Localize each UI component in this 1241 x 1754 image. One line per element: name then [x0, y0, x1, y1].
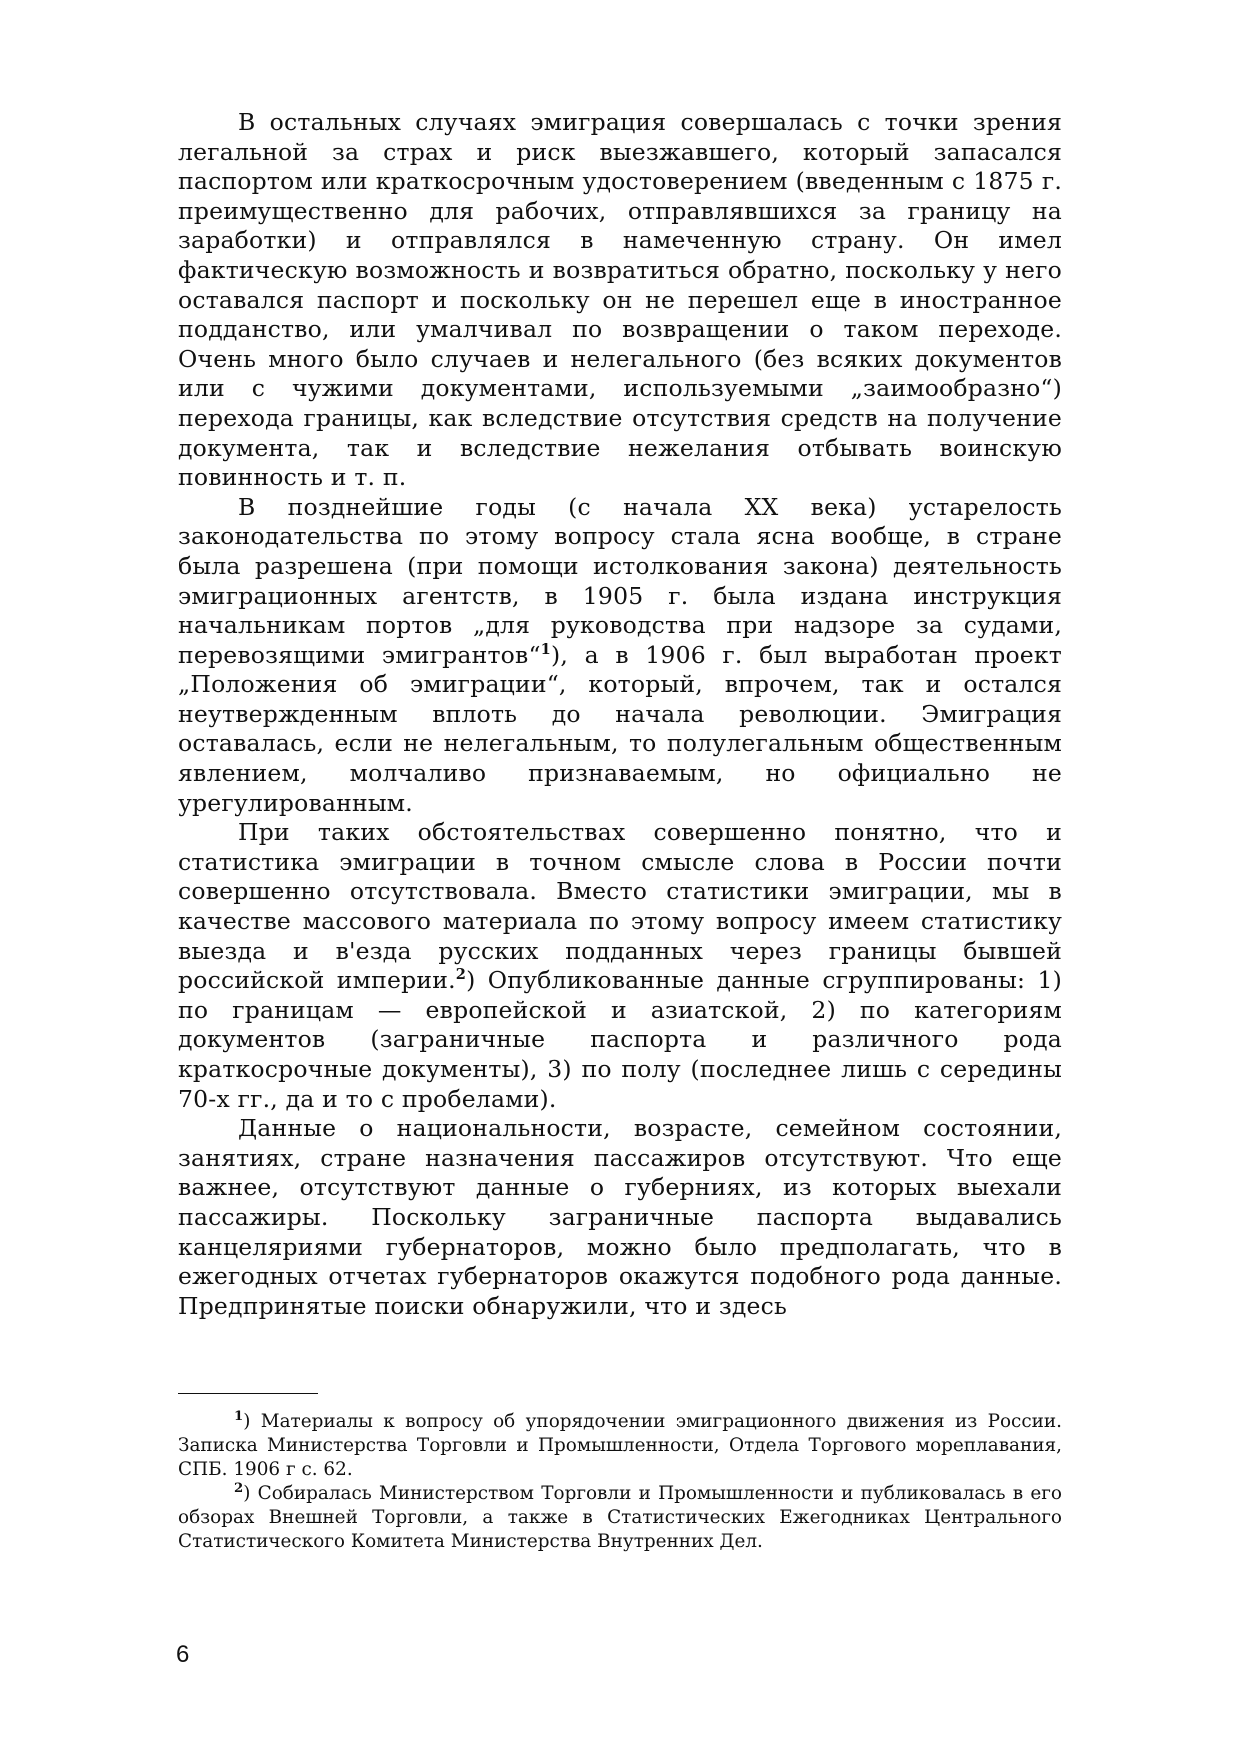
paragraph-3	[178, 818, 1062, 1114]
footnote-1-mark: 1	[234, 1408, 244, 1424]
paragraph-1: В остальных случаях эмиграция совершалась с точки зрения легальной за страх и риск выезжавшего, который запасался паспортом или краткосрочным удостоверением (введенным с 1875 г. преимущественно для рабочих, отправлявшихся за границу на заработки) и отправлялся в намеченную страну. Он имел фактическую возможность и возвратиться обратно, поскольку у него оставался паспорт и поскольку он не перешел еще в иностранное подданство, или умалчивал по возвращении о таком переходе. Очень много было случаев и нелегального (без всяких документов или с чужими документами, используемыми „заимообразно“) перехода границы, как вследствие отсутствия средств на получение документа, так и вследствие нежелания отбывать воинскую повинность и т. п.	[178, 108, 1062, 492]
paragraph-3-part-2: ) Опубликованные данные сгруппированы: 1) по границам — европейской и азиатской, 2) по категориям документов (заграничные паспорта и различного рода краткосрочные документы), 3) по полу (последнее лишь с середины 70-х гг., да и то с пробелами).	[178, 966, 1062, 1113]
footnote-2-mark: 2	[234, 1480, 244, 1496]
footnote-1	[178, 1410, 1062, 1482]
page-number: 6	[176, 1641, 190, 1668]
footnotes	[178, 1410, 1062, 1554]
footnote-2	[178, 1482, 1062, 1554]
paragraph-3-part-1: При таких обстоятельствах совершенно понятно, что и статистика эмиграции в точном смысле слова в России почти совершенно отсутствовала. Вместо статистики эмиграции, мы в качестве массового материала по этому вопросу имеем статистику выезда и в'езда русских подданных через границы бывшей российской империи.	[178, 818, 1062, 995]
footnote-2-text: ) Собиралась Министерством Торговли и Промышленности и публиковалась в его обзорах Внешней Торговли, а также в Статистических Ежегодниках Центрального Статистического Комитета Министерства Внутренних Дел.	[178, 1483, 1062, 1552]
footnote-ref-2: 2	[455, 966, 467, 984]
paragraph-4: Данные о национальности, возрасте, семейном состоянии, занятиях, стране назначения пассажиров отсутствуют. Что еще важнее, отсутствуют данные о губерниях, из которых выехали пассажиры. Поскольку заграничные паспорта выдавались канцеляриями губернаторов, можно было предполагать, что в ежегодных отчетах губернаторов окажутся подобного рода данные. Предпринятые поиски обнаружили, что и здесь	[178, 1114, 1062, 1320]
paragraph-2-part-1: В позднейшие годы (с начала XX века) устарелость законодательства по этому вопросу стала ясна вообще, в стране была разрешена (при помощи истолкования закона) деятельность эмиграционных агентств, в 1905 г. была издана инструкция начальникам портов „для руководства при надзоре за судами, перевозящими эмигрантов“	[178, 492, 1062, 669]
paragraph-2-part-2: ), а в 1906 г. был выработан проект „Положения об эмиграции“, который, впрочем, так и остался неутвержденным вплоть до начала революции. Эмиграция оставалась, если не нелегальным, то полулегальным общественным явлением, молчаливо признаваемым, но официально не урегулированным.	[178, 640, 1062, 817]
paragraph-2	[178, 493, 1062, 819]
main-text	[178, 108, 1062, 1321]
footnote-ref-1: 1	[540, 640, 551, 658]
footnote-1-text: ) Материалы к вопросу об упорядочении эмиграционного движения из России. Записка Министерства Торговли и Промышленности, Отдела Торгового мореплавания, СПБ. 1906 г с. 62.	[178, 1411, 1062, 1480]
footnote-divider	[178, 1393, 318, 1394]
